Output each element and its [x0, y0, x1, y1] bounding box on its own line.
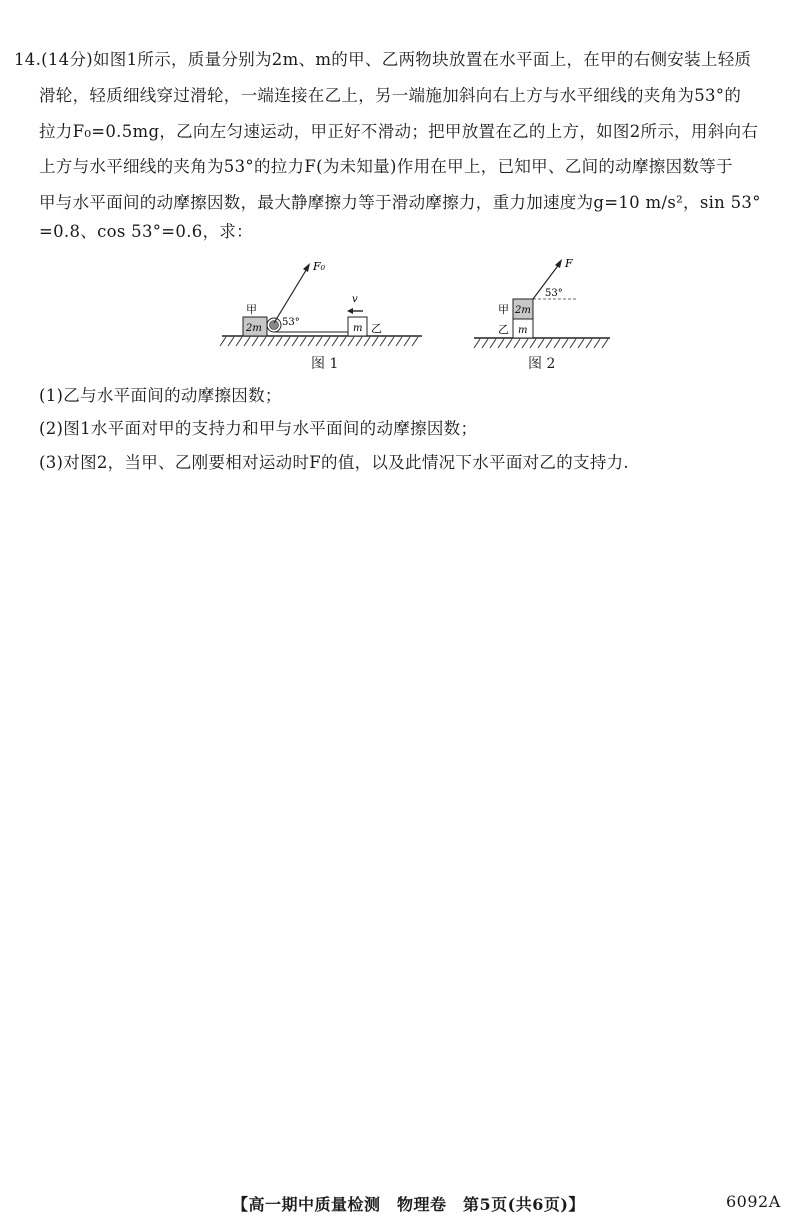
angle-label: 53°: [282, 317, 300, 328]
question-line: =0.8、cos 53°=0.6，求：: [39, 222, 253, 241]
page-footer-title: 【高一期中质量检测 物理卷 第5页(共6页)】: [232, 1195, 585, 1214]
force-f0-arrowhead: [303, 263, 310, 272]
block-jia-label: 甲: [498, 303, 509, 316]
block-yi-mass: m: [353, 323, 363, 334]
figure-2-diagram: [470, 250, 620, 350]
sub-question: (1)乙与水平面间的动摩擦因数；: [39, 386, 282, 405]
question-line: 上方与水平细线的夹角为53°的拉力F(为未知量)作用在甲上，已知甲、乙间的动摩擦因数等于: [39, 157, 733, 176]
ground-hatching: [474, 339, 608, 348]
force-f0-arrow: [274, 267, 308, 323]
block-jia-label: 甲: [246, 303, 257, 316]
question-line: 甲与水平面间的动摩擦因数，最大静摩擦力等于滑动摩擦力，重力加速度为g=10 m/s²，sin 53°: [39, 193, 761, 212]
force-f-label: F: [565, 257, 573, 270]
block-jia-mass: 2m: [246, 323, 262, 334]
angle-label: 53°: [545, 288, 563, 299]
velocity-arrowhead: [347, 308, 353, 314]
figure-1-caption: 图 1: [311, 356, 339, 372]
velocity-label: v: [352, 294, 358, 305]
question-line: 滑轮，轻质细线穿过滑轮，一端连接在乙上，另一端施加斜向右上方与水平细线的夹角为53°的: [39, 86, 742, 105]
sub-question: (2)图1水平面对甲的支持力和甲与水平面间的动摩擦因数；: [39, 419, 478, 438]
block-jia-mass: 2m: [515, 305, 531, 316]
sub-question: (3)对图2，当甲、乙刚要相对运动时F的值，以及此情况下水平面对乙的支持力.: [39, 453, 629, 472]
figure-2-caption: 图 2: [528, 356, 556, 372]
question-line: 拉力F₀=0.5mg，乙向左匀速运动，甲正好不滑动；把甲放置在乙的上方，如图2所示，用斜向右: [39, 122, 759, 141]
figure-1-diagram: [218, 250, 430, 350]
block-yi-label: 乙: [498, 323, 509, 336]
block-yi-mass: m: [518, 325, 528, 336]
page-footer-code: 6092A: [726, 1192, 781, 1211]
block-yi-label: 乙: [371, 322, 382, 335]
force-f-arrowhead: [555, 259, 562, 268]
question-line: 14.(14分)如图1所示，质量分别为2m、m的甲、乙两物块放置在水平面上，在甲的右侧安装上轻质: [14, 50, 752, 69]
ground-hatching: [220, 337, 418, 346]
force-f0-label: F₀: [313, 260, 326, 273]
